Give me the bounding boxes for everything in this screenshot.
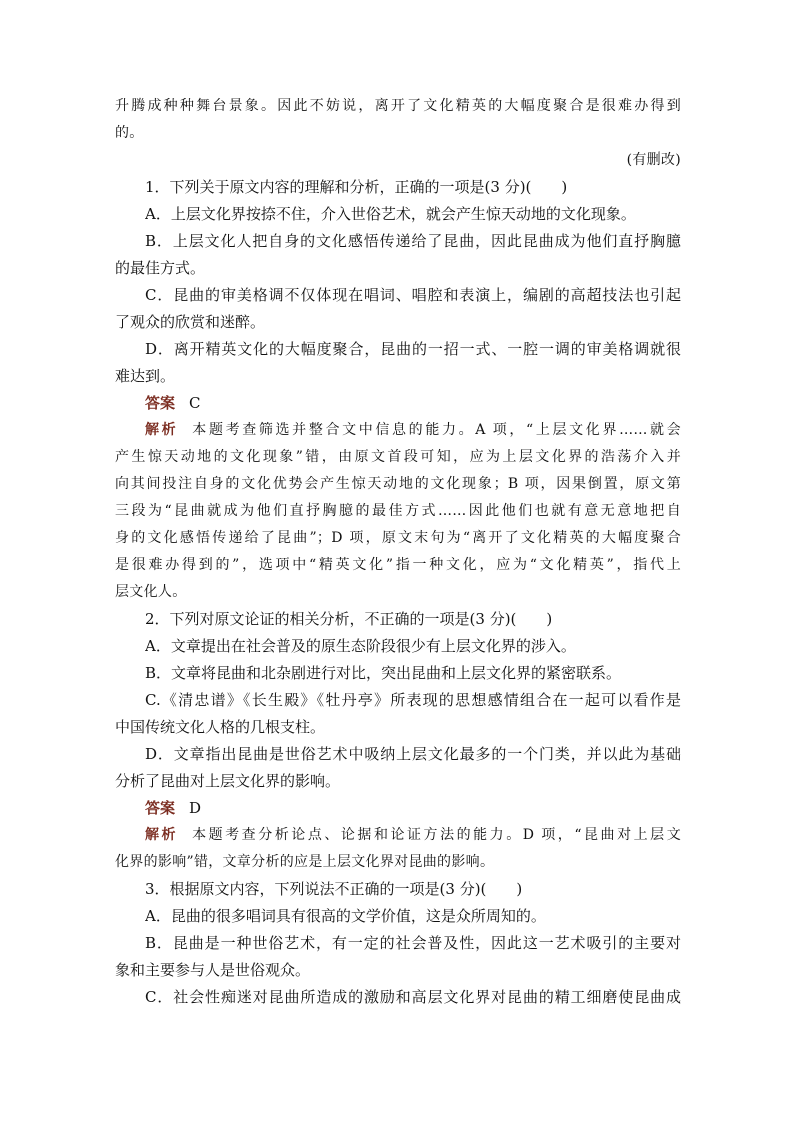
- answer-value: D: [189, 799, 202, 817]
- analysis-line: 三段为“昆曲就成为他们直抒胸臆的最佳方式……因此他们也就有意无意地把自: [115, 503, 681, 519]
- q1-analysis: [145, 420, 681, 440]
- q2-option-c-cont: 中国传统文化人格的几根支柱。: [115, 718, 326, 736]
- q2-analysis: [145, 825, 681, 845]
- question-3-stem: 3．根据原文内容，下列说法不正确的一项是(3 分)( ): [145, 880, 523, 898]
- q3-option-b: B．昆曲是一种世俗艺术，有一定的社会普及性，因此这一艺术吸引的主要对: [145, 934, 681, 952]
- q1-option-a: A．上层文化界按捺不住，介入世俗艺术，就会产生惊天动地的文化现象。: [145, 205, 636, 223]
- question-2-stem: 2．下列对原文论证的相关分析，不正确的一项是(3 分)( ): [145, 610, 553, 628]
- q1-option-c-cont: 了观众的欣赏和迷醉。: [115, 313, 266, 331]
- q3-option-b-cont: 象和主要参与人是世俗观众。: [115, 961, 311, 979]
- q1-option-d: D．离开精英文化的大幅度聚合，昆曲的一招一式、一腔一调的审美格调就很: [145, 340, 681, 358]
- analysis-text: 本题考查分析论点、论据和论证方法的能力。D 项，“昆曲对上层文: [192, 827, 681, 843]
- q2-option-d: D．文章指出昆曲是世俗艺术中吸纳上层文化最多的一个门类，并以此为基础: [145, 745, 681, 763]
- analysis-line: 向其间投注自身的文化优势会产生惊天动地的文化现象；B 项，因果倒置，原文第: [115, 476, 681, 492]
- q2-option-a: A．文章提出在社会普及的原生态阶段很少有上层文化界的涉入。: [145, 637, 576, 655]
- q2-answer: [145, 798, 681, 818]
- q3-option-a: A．昆曲的很多唱词具有很高的文学价值，这是众所周知的。: [145, 907, 546, 925]
- passage-line: 的。: [115, 125, 144, 141]
- q1-option-c: C．昆曲的审美格调不仅体现在唱词、唱腔和表演上，编剧的高超技法也引起: [145, 286, 681, 304]
- source-note: (有删改): [626, 152, 681, 168]
- q2-option-b: B．文章将昆曲和北杂剧进行对比，突出昆曲和上层文化界的紧密联系。: [145, 664, 622, 682]
- analysis-line: 产生惊天动地的文化现象”错，由原文首段可知，应为上层文化界的浩荡介入并: [115, 449, 681, 465]
- passage-line: 升腾成种种舞台景象。因此不妨说，离开了文化精英的大幅度聚合是很难办得到: [115, 98, 681, 114]
- answer-label: 答案: [145, 394, 176, 412]
- q1-option-b: B．上层文化人把自身的文化感悟传递给了昆曲，因此昆曲成为他们直抒胸臆: [145, 232, 681, 250]
- q1-option-b-cont: 的最佳方式。: [115, 259, 206, 277]
- q1-option-d-cont: 难达到。: [115, 367, 176, 385]
- analysis-line: 化界的影响”错，文章分析的应是上层文化界对昆曲的影响。: [115, 854, 495, 870]
- q2-option-c: C.《清忠谱》《长生殿》《牡丹亭》所表现的思想感情组合在一起可以看作是: [145, 691, 681, 709]
- question-1-stem: 1．下列关于原文内容的理解和分析，正确的一项是(3 分)( ): [145, 178, 568, 196]
- q1-answer: [145, 393, 681, 413]
- analysis-text: 本题考查筛选并整合文中信息的能力。A 项，“上层文化界……就会: [192, 422, 681, 438]
- answer-value: C: [189, 394, 201, 412]
- analysis-label: 解析: [145, 827, 179, 843]
- analysis-line: 是很难办得到的”，选项中“精英文化”指一种文化，应为“文化精英”，指代上: [115, 557, 681, 573]
- answer-label: 答案: [145, 799, 176, 817]
- analysis-line: 层文化人。: [115, 584, 187, 600]
- analysis-label: 解析: [145, 422, 179, 438]
- analysis-line: 身的文化感悟传递给了昆曲”；D 项，原文末句为“离开了文化精英的大幅度聚合: [115, 530, 681, 546]
- q2-option-d-cont: 分析了昆曲对上层文化界的影响。: [115, 772, 341, 790]
- q3-option-c: C．社会性痴迷对昆曲所造成的激励和高层文化界对昆曲的精工细磨使昆曲成: [145, 988, 681, 1006]
